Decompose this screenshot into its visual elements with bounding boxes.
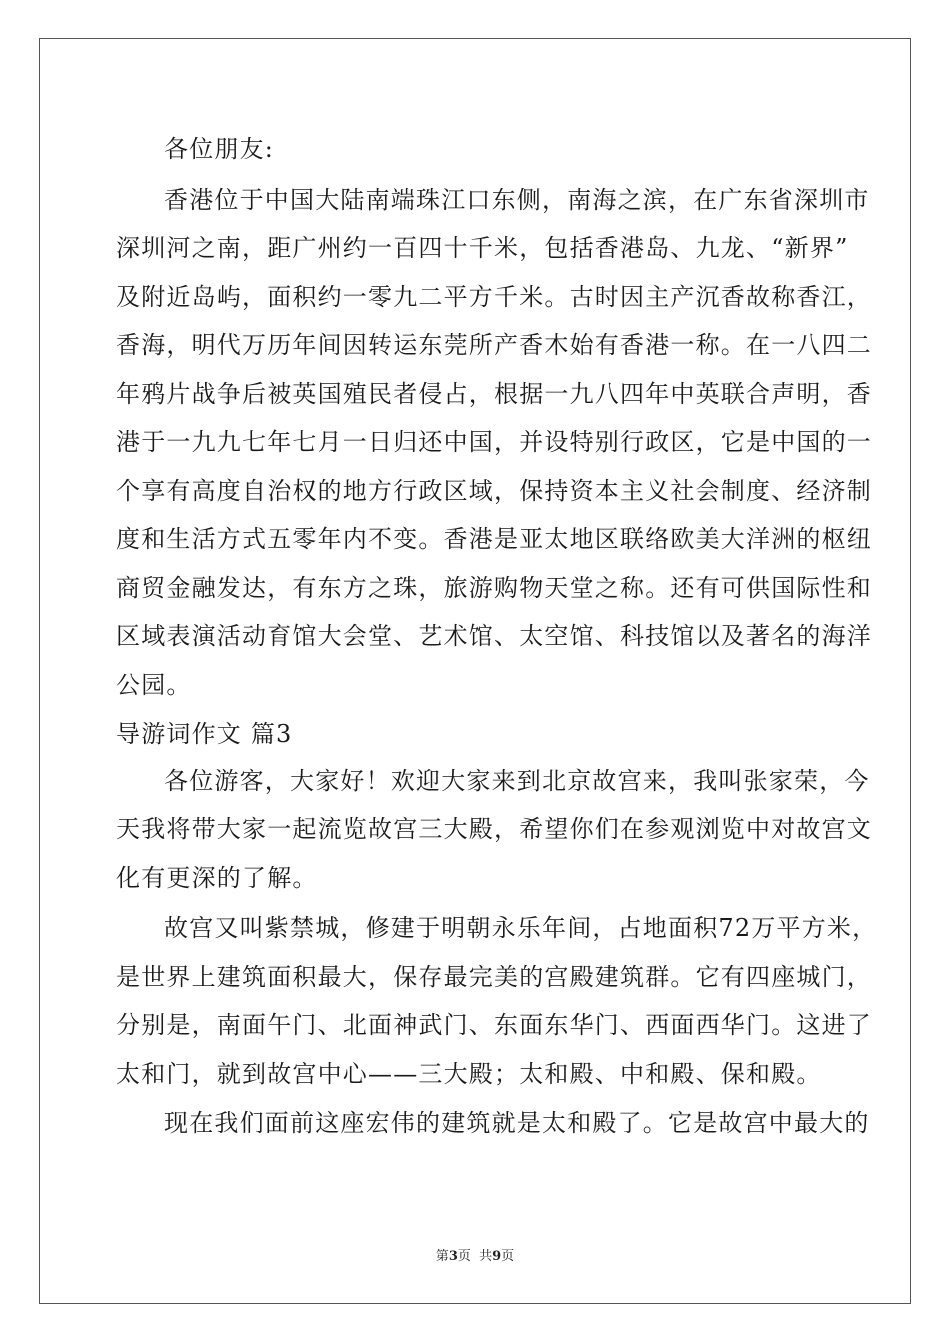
paragraph-line: 个享有高度自治权的地方行政区域，保持资本主义社会制度、经济制 [116,477,872,505]
paragraph-line: 度和生活方式五零年内不变。香港是亚太地区联络欧美大洋洲的枢纽 [116,525,872,553]
section-heading: 导游词作文 篇3 [116,720,293,748]
paragraph-line: 香海，明代万历年间因转运东莞所产香木始有香港一称。在一八四二 [116,331,872,359]
paragraph-line: 商贸金融发达，有东方之珠，旅游购物天堂之称。还有可供国际性和 [116,574,872,602]
paragraph-line: 香港位于中国大陆南端珠江口东侧，南海之滨，在广东省深圳市 [164,186,870,214]
salutation: 各位朋友: [164,135,275,163]
paragraph-line: 深圳河之南，距广州约一百四十千米，包括香港岛、九龙、“新界” [116,234,849,262]
paragraph-line: 天我将带大家一起流览故宫三大殿，希望你们在参观浏览中对故宫文 [116,815,872,843]
paragraph-line: 年鸦片战争后被英国殖民者侵占，根据一九八四年中英联合声明，香 [116,380,872,408]
footer-prefix: 第 [435,1249,449,1264]
paragraph-line: 及附近岛屿，面积约一零九二平方千米。古时因主产沉香故称香江， [116,283,872,311]
paragraph-line: 现在我们面前这座宏伟的建筑就是太和殿了。它是故宫中最大的 [164,1109,870,1137]
paragraph-line: 港于一九九七年七月一日归还中国，并设特别行政区，它是中国的一 [116,428,872,456]
total-page-number: 9 [492,1249,502,1264]
paragraph-line: 化有更深的了解。 [116,864,318,892]
paragraph-line: 太和门，就到故宫中心——三大殿；太和殿、中和殿、保和殿。 [116,1060,822,1088]
current-page-number: 3 [448,1249,458,1264]
paragraph-line: 是世界上建筑面积最大，保存最完美的宫殿建筑群。它有四座城门， [116,963,872,991]
page-footer [0,1248,950,1266]
footer-suffix: 页 [501,1249,515,1264]
paragraph-line: 故宫又叫紫禁城，修建于明朝永乐年间，占地面积72万平方米， [164,914,878,942]
footer-mid: 页 共 [457,1249,493,1264]
paragraph-line: 各位游客，大家好！欢迎大家来到北京故宫来，我叫张家荣，今 [164,767,870,795]
paragraph-line: 公园。 [116,671,192,699]
paragraph-line: 分别是，南面午门、北面神武门、东面东华门、西面西华门。这进了 [116,1011,872,1039]
paragraph-line: 区域表演活动育馆大会堂、艺术馆、太空馆、科技馆以及著名的海洋 [116,622,872,650]
